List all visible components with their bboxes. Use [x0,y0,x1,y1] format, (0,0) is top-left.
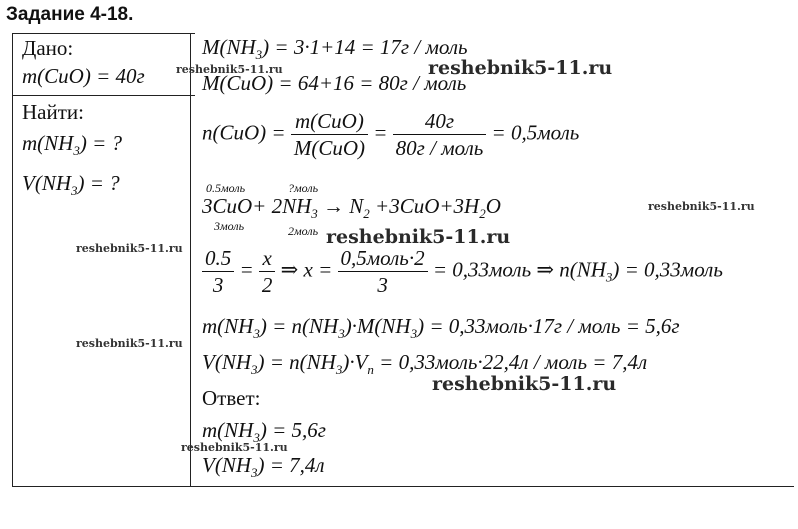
answer-volume-nh3: $V(NH_3) = 7,4л$ [202,453,325,480]
fraction-mass-over-molar: $\frac{\text{m(CuO)}}{\text{M(CuO)}}$ [291,108,368,161]
answer-label: Ответ: [202,386,261,410]
given-divider [12,95,195,96]
table-left-border [12,33,13,486]
table-top-border [12,33,195,34]
answer-mass-nh3: $m(NH_3) = 5,6г$ [202,418,326,445]
eq-below-nh3: 2моль [288,224,319,238]
moles-cuo-formula: n(CuO) = $\frac{\text{m(CuO)}}{\text{M(CuO)}}$ = $\frac{40г}{\text{80г / моль}}$ = 0,5моль [202,109,580,160]
watermark: reshebnik5-11.ru [326,226,511,248]
watermark: reshebnik5-11.ru [76,242,183,255]
mass-nh3-calc: $m(NH_3) = n(NH_3)\cdot M(NH_3)$ = 0,33моль·17г / моль = 5,6г [202,314,680,341]
given-mass-cuo: m(CuO) = 40г [22,64,145,88]
watermark: reshebnik5-11.ru [176,63,283,76]
table-column-divider [190,33,191,486]
find-volume-nh3: $V(NH_3)$ = ? [22,171,120,198]
reaction-equation: $3CuO+ 2NH_3 \to N_2 +3CuO+3H_2O$ [202,194,501,221]
eq-below-cuo: 3моль [214,219,245,233]
watermark: reshebnik5-11.ru [181,441,288,454]
molar-mass-cuo: M(CuO) = 64+16 = 80г / моль [202,71,467,95]
task-title: Задание 4-18. [6,4,134,25]
table-bottom-border [12,486,794,487]
watermark: reshebnik5-11.ru [76,337,183,350]
eq-above-nh3: ?моль [288,181,319,195]
watermark: reshebnik5-11.ru [432,373,617,395]
find-mass-nh3: $m(NH_3)$ = ? [22,131,123,158]
find-label: Найти: [22,100,84,124]
fraction-values: $\frac{40г}{\text{80г / моль}}$ [393,108,487,161]
volume-nh3-calc: $V(NH_3) = n(NH_3)\cdot V_n$ = 0,33моль·22,4л / моль = 7,4л [202,350,648,377]
watermark: reshebnik5-11.ru [428,57,613,79]
molar-mass-nh3: $M(NH_3) = 3\cdot 1+14 = 17г$ / моль [202,35,468,62]
given-label: Дано: [22,36,74,60]
watermark: reshebnik5-11.ru [648,200,755,213]
eq-above-cuo: 0.5моль [206,181,246,195]
proportion-calc: $\frac{0.5}{3}$ = $\frac{x}{2}$ ⇒ x = $\frac{\text{0,5моль·2}}{3}$ = 0,33моль ⇒ $n(NH_3)$ = 0,33моль [202,245,723,298]
